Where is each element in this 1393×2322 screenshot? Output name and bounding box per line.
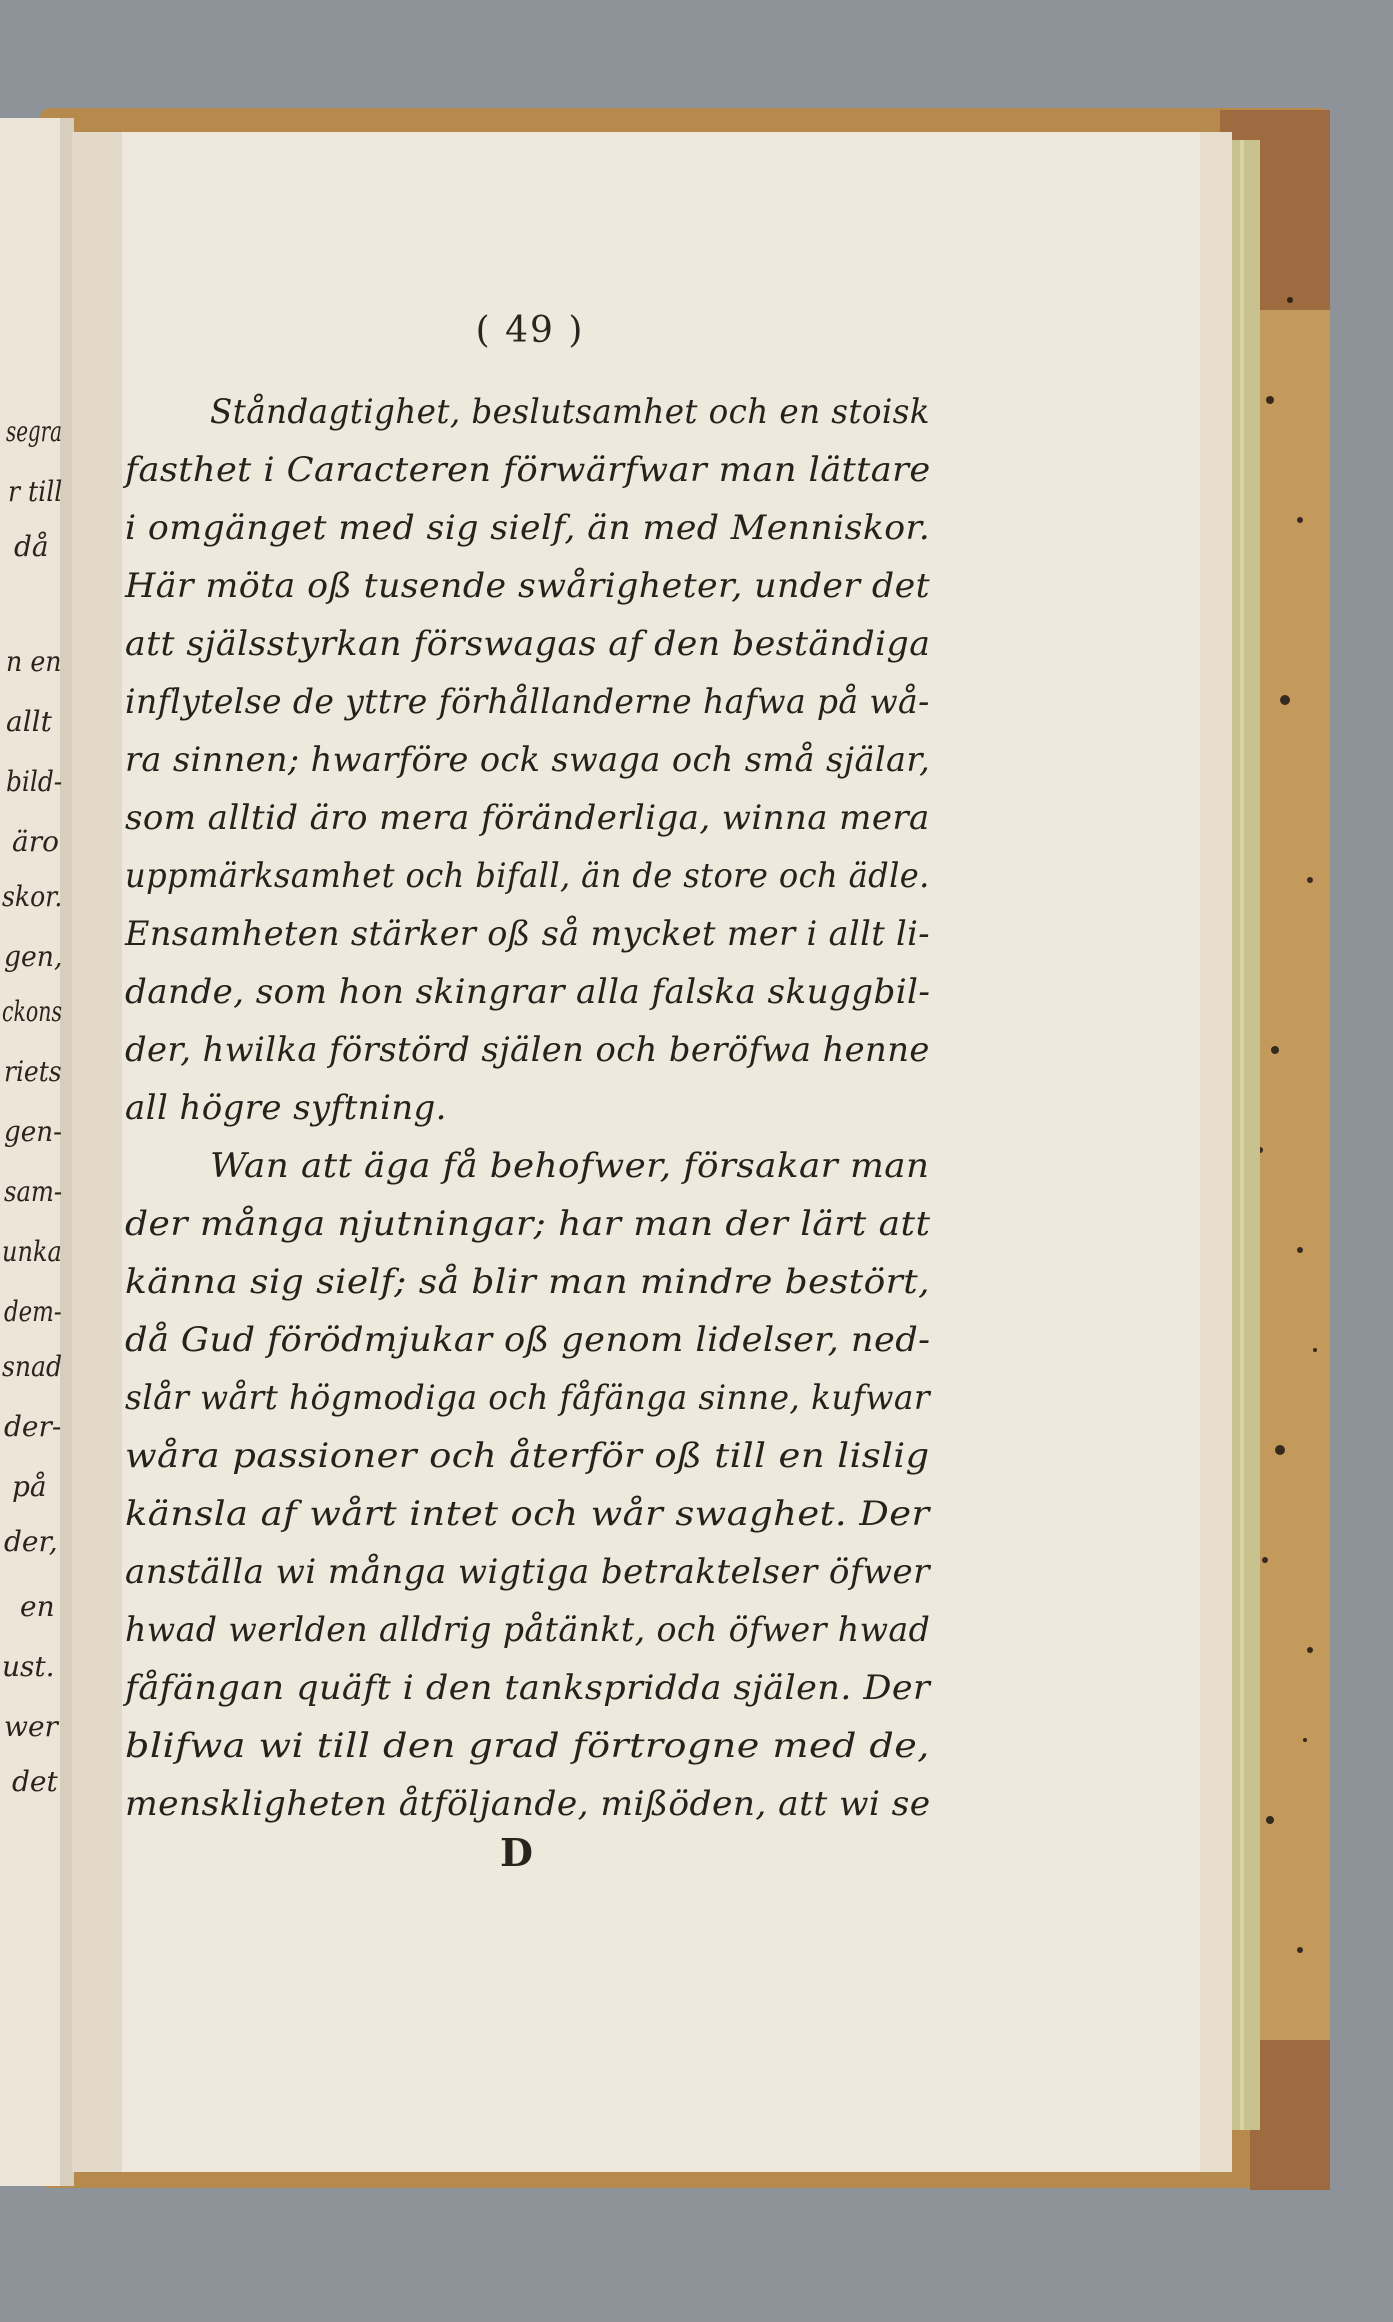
left-fragment: ust.	[2, 1650, 55, 1683]
text-line: anställa wi många wigtiga betraktelser öfwer	[125, 1552, 930, 1592]
text-line: inflytelse de yttre förhållanderne hafwa på wå-	[125, 682, 930, 722]
left-fragment: skor.	[2, 880, 63, 913]
text-line: att själsstyrkan förswagas af den beständiga	[125, 624, 931, 664]
text-line: hwad werlden alldrig påtänkt, och öfwer hwad	[125, 1610, 931, 1650]
left-fragment: på	[12, 1470, 47, 1503]
left-fragment: då	[14, 530, 49, 563]
text-line: uppmärksamhet och bifall, än de store och ädle.	[125, 856, 930, 896]
left-fragment: segra	[6, 415, 62, 448]
text-line: dande, som hon skingrar alla falska skuggbil-	[125, 972, 931, 1012]
left-fragment: wer	[4, 1710, 58, 1743]
text-line: i omgänget med sig sielf, än med Menniskor.	[125, 508, 931, 548]
left-fragment: der-	[4, 1410, 62, 1443]
left-fragment: en	[20, 1590, 55, 1623]
signature-mark: D	[500, 1830, 533, 1875]
text-line: Wan att äga få behofwer, försakar man	[210, 1146, 930, 1186]
text-line: der, hwilka förstörd själen och beröfwa henne	[125, 1030, 930, 1070]
left-fragment: bild-	[6, 765, 63, 798]
left-fragment: det	[12, 1765, 58, 1798]
left-fragment: riets	[4, 1055, 62, 1088]
text-line: känna sig sielf; så blir man mindre bestört,	[125, 1262, 931, 1302]
left-fragment: gen-	[4, 1115, 62, 1148]
text-line: blifwa wi till den grad förtrogne med de,	[125, 1726, 930, 1766]
text-line: menskligheten åtföljande, mißöden, att wi se	[125, 1784, 931, 1824]
text-line: fasthet i Caracteren förwärfwar man lättare	[125, 450, 931, 490]
text-line: all högre syftning.	[125, 1088, 447, 1128]
text-line: känsla af wårt intet och wår swaghet. Der	[125, 1494, 930, 1534]
text-line: då Gud förödmjukar oß genom lidelser, ned-	[125, 1320, 931, 1360]
left-fragment: n en	[6, 645, 62, 678]
left-fragment: r till	[8, 475, 63, 508]
text-line: Ensamheten stärker oß så mycket mer i allt li-	[125, 914, 930, 954]
left-fragment: snad	[2, 1350, 63, 1383]
text-line: som alltid äro mera föränderliga, winna mera	[125, 798, 930, 838]
text-line: ra sinnen; hwarföre ock swaga och små själar,	[125, 740, 931, 780]
left-fragment: dem-	[4, 1295, 62, 1328]
left-fragment: sam-	[4, 1175, 63, 1208]
text-line: wåra passioner och återför oß till en lislig	[125, 1436, 930, 1476]
text-line: der många njutningar; har man der lärt att	[125, 1204, 931, 1244]
left-fragment: äro	[12, 825, 59, 858]
left-fragment: der,	[4, 1525, 58, 1558]
left-fragment: gen,	[4, 940, 63, 973]
left-fragment: unka	[2, 1235, 62, 1268]
left-fragment: ckons	[2, 995, 62, 1028]
left-fragment: allt	[6, 705, 52, 738]
text-line: Här möta oß tusende swårigheter, under det	[125, 566, 930, 606]
text-line: Ståndagtighet, beslutsamhet och en stoisk	[210, 392, 930, 432]
text-line: fåfängan quäft i den tankspridda själen. Der	[125, 1668, 931, 1708]
page-number: ( 49 )	[475, 310, 585, 351]
text-line: slår wårt högmodiga och fåfänga sinne, kufwar	[125, 1378, 930, 1418]
